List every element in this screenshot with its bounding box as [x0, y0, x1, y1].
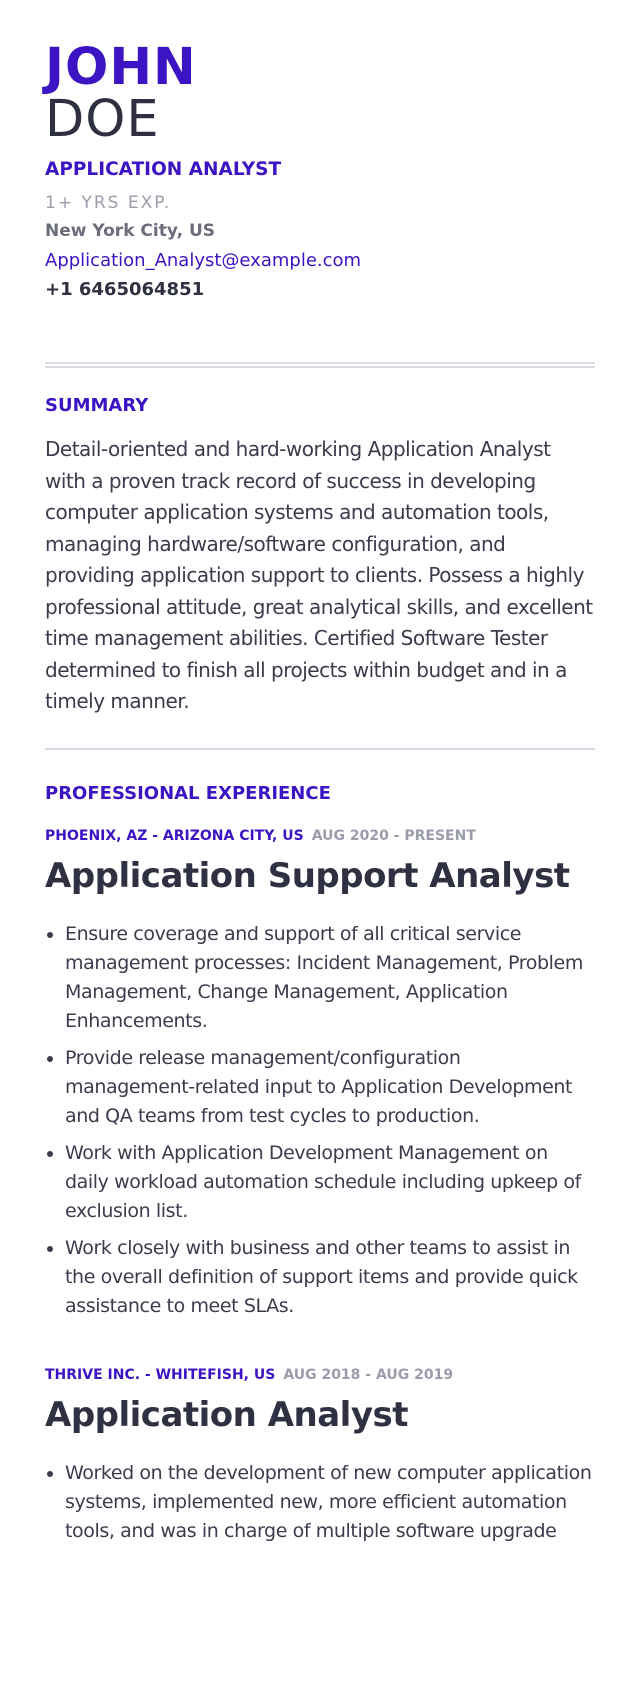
list-item: [45, 1459, 595, 1546]
experience-section: [45, 782, 595, 1546]
email-link[interactable]: Application_Analyst@example.com: [45, 250, 362, 271]
list-item: [45, 1044, 595, 1131]
job-dates: AUG 2018 - AUG 2019: [283, 1366, 454, 1383]
resume-header: [45, 38, 595, 304]
list-item: [45, 1139, 595, 1226]
job-meta: [45, 826, 595, 846]
list-item: [45, 920, 595, 1036]
company-location: THRIVE INC. - WHITEFISH, US: [45, 1366, 276, 1383]
summary-heading: SUMMARY: [45, 395, 149, 416]
bullet-text: Ensure coverage and support of all critical service management processes: Incident Management, Problem Management, Change Management, Application Enhancements.: [65, 922, 583, 1032]
job-role: Application Support Analyst: [45, 855, 570, 896]
job-meta: [45, 1365, 595, 1385]
phone-number: +1 6465064851: [45, 279, 205, 300]
header-divider: [45, 362, 595, 368]
bullet-icon: [47, 1246, 53, 1252]
bullet-icon: [47, 1056, 53, 1062]
years-experience: 1+ YRS EXP.: [45, 193, 172, 213]
job-title: APPLICATION ANALYST: [45, 159, 282, 180]
section-divider: [45, 748, 595, 750]
bullet-text: Work with Application Development Management on daily workload automation schedule including upkeep of exclusion list.: [65, 1141, 581, 1222]
bullet-text: Work closely with business and other teams to assist in the overall definition of support items and provide quick assistance to meet SLAs.: [65, 1236, 578, 1317]
first-name: JOHN: [45, 38, 197, 97]
last-name: DOE: [45, 90, 160, 149]
job-dates: AUG 2020 - PRESENT: [311, 827, 476, 844]
job-role: Application Analyst: [45, 1394, 408, 1435]
list-item: [45, 1234, 595, 1321]
summary-text: Detail-oriented and hard-working Application Analyst with a proven track record of success in developing computer application systems and automation tools, managing hardware/software configuration, and providing application support to clients. Possess a highly professional attitude, great analytical skills, and excellent time management abilities. Certified Software Tester determined to finish all projects within budget and in a timely manner.: [45, 437, 593, 713]
experience-heading: PROFESSIONAL EXPERIENCE: [45, 782, 331, 804]
job-entry: [45, 1365, 595, 1546]
job-bullets: [45, 920, 595, 1321]
bullet-text: Worked on the development of new computer application systems, implemented new, more efficient automation tools, and was in charge of multiple software upgrade: [65, 1461, 592, 1542]
location: New York City, US: [45, 221, 216, 241]
bullet-icon: [47, 1151, 53, 1157]
job-entry: [45, 826, 595, 1321]
summary-section: [45, 394, 595, 718]
bullet-icon: [47, 932, 53, 938]
bullet-icon: [47, 1471, 53, 1477]
company-location: PHOENIX, AZ - ARIZONA CITY, US: [45, 827, 304, 844]
job-bullets: [45, 1459, 595, 1546]
bullet-text: Provide release management/configuration management-related input to Application Development and QA teams from test cycles to production.: [65, 1046, 573, 1127]
